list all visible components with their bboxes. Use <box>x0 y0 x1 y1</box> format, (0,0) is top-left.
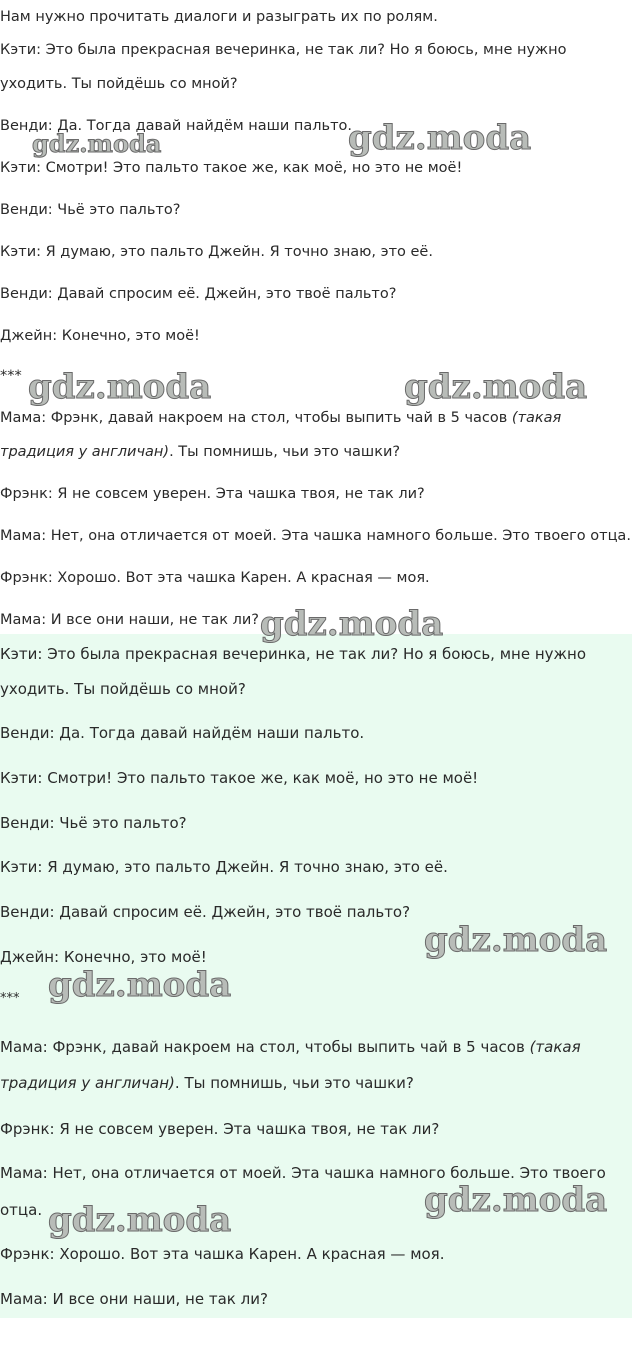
dialogue-line: Фрэнк: Я не совсем уверен. Эта чашка твоя, не так ли? <box>0 486 425 502</box>
watermark-logo: gdz.moda <box>260 604 444 644</box>
dialogue-line: Венди: Да. Тогда давай найдём наши пальто. <box>0 118 353 134</box>
dialogue-line: Венди: Да. Тогда давай найдём наши пальто. <box>0 724 365 742</box>
dialogue-line: отца. <box>0 1201 43 1219</box>
dialogue-line: Венди: Чьё это пальто? <box>0 814 187 832</box>
watermark-logo: gdz.moda <box>424 920 608 960</box>
watermark-logo: gdz.moda <box>404 367 588 407</box>
dialogue-line: Мама: Нет, она отличается от моей. Эта чашка намного больше. Это твоего отца. <box>0 528 631 544</box>
dialogue-line: Фрэнк: Хорошо. Вот эта чашка Карен. А красная — моя. <box>0 1245 445 1263</box>
dialogue-line: Мама: И все они наши, не так ли? <box>0 1290 268 1308</box>
dialogue-line: Кэти: Я думаю, это пальто Джейн. Я точно знаю, это её. <box>0 244 433 260</box>
dialogue-line: уходить. Ты пойдёшь со мной? <box>0 680 246 698</box>
dialogue-line: Кэти: Это была прекрасная вечеринка, не так ли? Но я боюсь, мне нужно <box>0 42 567 58</box>
separator: *** <box>0 368 22 384</box>
dialogue-line: Мама: И все они наши, не так ли? <box>0 612 259 628</box>
dialogue-line: Кэти: Смотри! Это пальто такое же, как моё, но это не моё! <box>0 769 479 787</box>
dialogue-line: традиция у англичан). Ты помнишь, чьи это чашки? <box>0 444 401 460</box>
dialogue-line: Мама: Фрэнк, давай накроем на стол, чтобы выпить чай в 5 часов (такая <box>0 1038 581 1056</box>
dialogue-line: уходить. Ты пойдёшь со мной? <box>0 76 238 92</box>
watermark-logo: gdz.moda <box>424 1180 608 1220</box>
dialogue-line: Кэти: Я думаю, это пальто Джейн. Я точно знаю, это её. <box>0 858 448 876</box>
dialogue-line: Мама: Фрэнк, давай накроем на стол, чтобы выпить чай в 5 часов (такая <box>0 410 562 426</box>
dialogue-line: Кэти: Смотри! Это пальто такое же, как моё, но это не моё! <box>0 160 463 176</box>
dialogue-line: Джейн: Конечно, это моё! <box>0 948 207 966</box>
watermark-logo: gdz.moda <box>48 965 232 1005</box>
dialogue-line: Венди: Чьё это пальто? <box>0 202 181 218</box>
watermark-logo: gdz.moda <box>28 367 212 407</box>
watermark-logo: gdz.moda <box>348 118 532 158</box>
dialogue-line: Кэти: Это была прекрасная вечеринка, не так ли? Но я боюсь, мне нужно <box>0 645 587 663</box>
dialogue-line: Мама: Нет, она отличается от моей. Эта чашка намного больше. Это твоего <box>0 1164 606 1182</box>
dialogue-line: Венди: Давай спросим её. Джейн, это твоё пальто? <box>0 903 411 921</box>
dialogue-line: Фрэнк: Я не совсем уверен. Эта чашка твоя, не так ли? <box>0 1120 440 1138</box>
separator: *** <box>0 991 20 1006</box>
dialogue-line: Фрэнк: Хорошо. Вот эта чашка Карен. А красная — моя. <box>0 570 430 586</box>
watermark-logo: gdz.moda <box>48 1200 232 1240</box>
dialogue-line: Венди: Давай спросим её. Джейн, это твоё пальто? <box>0 286 397 302</box>
task-text-section <box>0 0 632 634</box>
watermark-logo: gdz.moda <box>32 129 162 158</box>
dialogue-line: традиция у англичан). Ты помнишь, чьи это чашки? <box>0 1074 414 1092</box>
dialogue-line: Джейн: Конечно, это моё! <box>0 328 200 344</box>
intro-text: Нам нужно прочитать диалоги и разыграть их по ролям. <box>0 9 438 25</box>
